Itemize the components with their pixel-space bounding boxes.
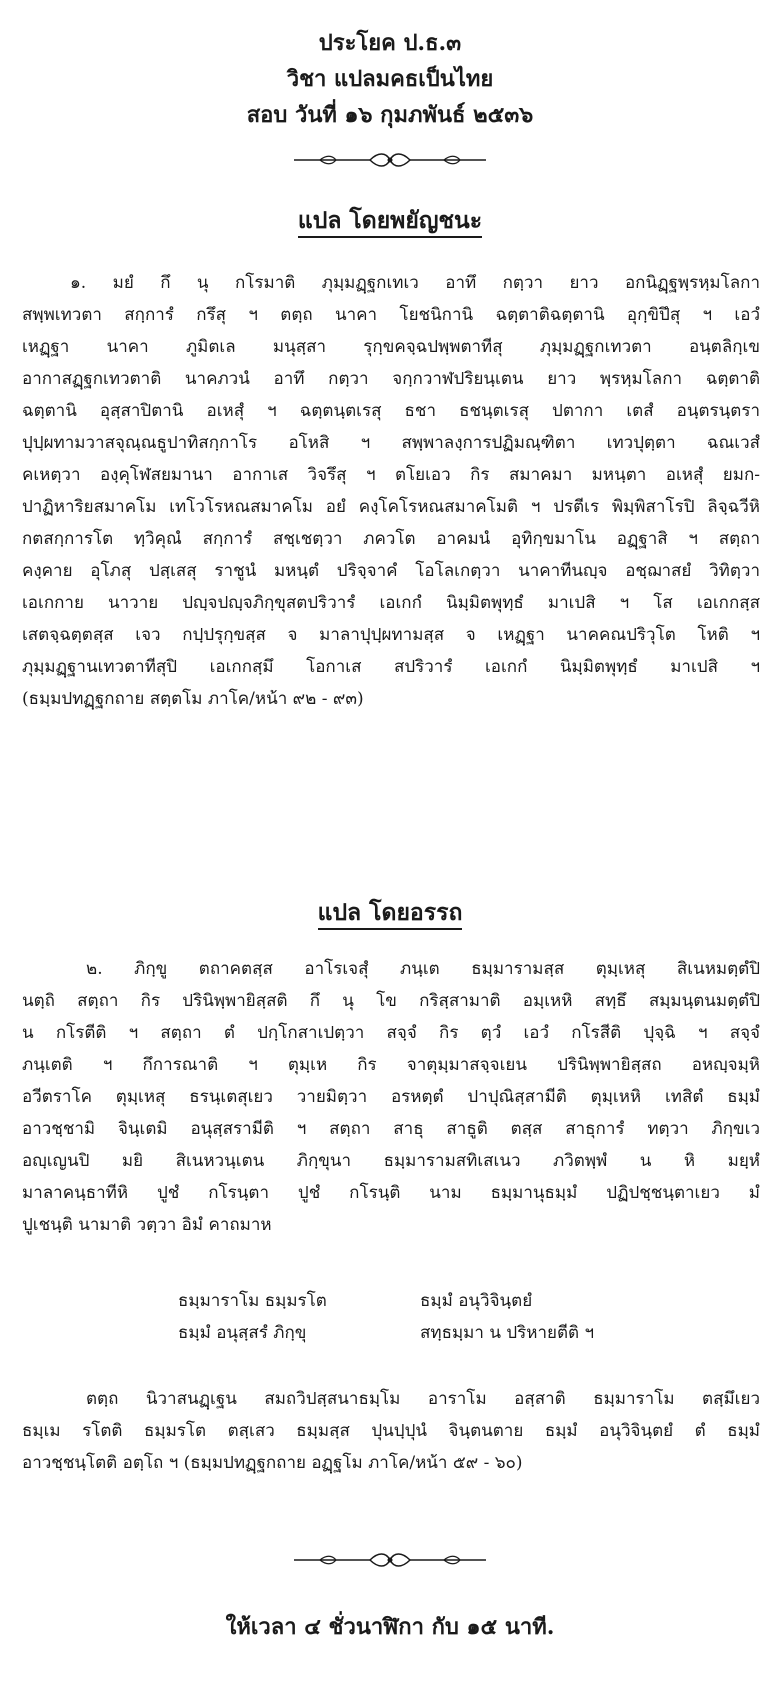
section2-line: ๒. ภิกฺขู ตถาคตสฺส อาโรเจสุํ ภนฺเต ธมฺมารามสฺส ตุมฺเหสุ สิเนหมตฺตํปิ [86,959,760,979]
verse-line: สทฺธมฺมา น ปริหายตีติ ฯ [420,1323,595,1343]
section1-title: แปล โดยพยัญชนะ [0,206,780,236]
section1-line: ปาฏิหาริยสมาคโม เทโวโรหณสมาคโม อยํ คงฺโคโรหณสมาคโมติ ฯ ปรตีเร พิมฺพิสาโรปิ ลิจฺฉวีหิ [22,497,760,517]
exam-date: สอบ วันที่ ๑๖ กุมภพันธ์ ๒๕๓๖ [246,102,534,128]
section2-line: นตฺถิ สตฺถา กิร ปรินิพฺพายิสฺสติ กึ นุ โข กริสฺสามาติ อมฺเหหิ สทฺธึ สมฺมนฺตนมตฺตํปิ [22,991,760,1011]
section1-line: ๑. มยํ กึ นุ กโรมาติ ภุมฺมฏฺฐกเทเว อาทึ กตฺวา ยาว อกนิฏฺฐพฺรหฺมโลกา [70,273,760,293]
section1-line: เอเกกาย นาวาย ปญฺจปญฺจภิกฺขุสตปริวารํ เอเกกํ นิมฺมิตพุทฺธํ มาเปสิ ฯ โส เอเกกสฺส [22,593,760,613]
section2-line: ปูเชนฺติ นามาติ วตฺวา อิมํ คาถมาห [22,1215,272,1235]
section2-line: อาวชฺชามิ จินฺเตมิ อนุสฺสรามีติ ฯ สตฺถา สาธุ สาธูติ ตสฺส สาธุการํ ทตฺวา ภิกฺขเว [22,1119,760,1139]
section2-commentary-line: ธมฺเม รโตติ ธมฺมรโต ตสฺเสว ธมฺมสฺส ปุนปฺปุนํ จินฺตนตาย ธมฺมํ อนุวิจินฺตยํ ตํ ธมฺมํ [22,1421,760,1441]
verse-line: ธมฺมํ อนุสฺสรํ ภิกฺขุ [178,1323,307,1343]
section2-line: น กโรตีติ ฯ สตฺถา ตํ ปกฺโกสาเปตฺวา สจฺจํ กิร ตฺวํ เอวํ กโรสีติ ปุจฺฉิ ฯ สจฺจํ [22,1023,760,1043]
time-allowed: ให้เวลา ๔ ชั่วนาฬิกา กับ ๑๕ นาที. [225,1614,555,1640]
section1-citation: (ธมฺมปทฏฺฐกถาย สตฺตโม ภาโค/หน้า ๙๒ - ๙๓) [22,689,364,709]
exam-subject: วิชา แปลมคธเป็นไทย [286,66,494,92]
section1-line: เหฏฺฐา นาคา ภูมิตเล มนุสฺสา รุกฺขคจฺฉปพฺพตาทีสุ ภุมฺมฏฺฐกเทวตา อนฺตลิกฺเข [22,337,760,357]
section2-line: มาลาคนฺธาทีหิ ปูชํ กโรนฺตา ปูชํ กโรนฺติ นาม ธมฺมานุธมฺมํ ปฏิปชฺชนฺตาเยว มํ [22,1183,760,1203]
section1-line: ฉตฺตานิ อุสฺสาปิตานิ อเหสุํ ฯ ฉตฺตนฺตเรสุ ธชา ธชนฺตเรสุ ปตากา เตสํ อนฺตรนฺตรา [22,401,760,421]
section1-line: อากาสฏฺฐกเทวตาติ นาคภวนํ อาทึ กตฺวา จกฺกวาฬปริยนฺเตน ยาว พฺรหฺมโลกา ฉตฺตาติ [22,369,760,389]
verse-line: ธมฺมาราโม ธมฺมรโต [178,1291,327,1311]
ornament-divider-top [290,148,490,172]
section1-line: กตสกฺการโต ทฺวิคุณํ สกฺการํ สชฺเชตฺวา ภควโต อาคมนํ อุทิกฺขมาโน อฏฺฐาสิ ฯ สตฺถา [22,529,760,549]
section1-line: คงฺคาย อุโภสุ ปสฺเสสุ ราชูนํ มหนฺตํ ปริจฺจาคํ โอโลเกตฺวา นาคาทีนญฺจ อชฺฌาสยํ วิทิตฺวา [22,561,760,581]
exam-level: ประโยค ป.ธ.๓ [318,30,462,56]
ornament-divider-bottom [290,1548,490,1572]
section2-title: แปล โดยอรรถ [0,898,780,928]
section1-line: เสตจฺฉตฺตสฺส เจว กปฺปรุกฺขสฺส จ มาลาปุปฺผทามสฺส จ เหฏฺฐา นาคคณปริวุโต โหติ ฯ [22,625,760,645]
section1-line: ภุมฺมฏฺฐานเทวตาทีสุปิ เอเกกสฺมึ โอกาเส สปริวารํ เอเกกํ นิมฺมิตพุทฺธํ มาเปสิ ฯ [22,657,760,677]
section1-line: คเหตฺวา องฺคุโฬสยมานา อากาเส วิจรึสุ ฯ ตโยเอว กิร สมาคมา มหนฺตา อเหสุํ ยมก- [22,465,760,485]
section2-line: อวีตราโค ตุมฺเหสุ ธรนฺเตสุเยว วายมิตฺวา อรหตฺตํ ปาปุณิสฺสามีติ ตุมฺเหหิ เทสิตํ ธมฺมํ [22,1087,760,1107]
verse-line: ธมฺมํ อนุวิจินฺตยํ [420,1291,533,1311]
section1-line: ปุปฺผทามวาสจุณฺณธูปาทิสกฺกาโร อโหสิ ฯ สพฺพาลงฺการปฏิมณฺฑิตา เทวปุตฺตา ฉณเวสํ [22,433,760,453]
section2-commentary-line: ตตฺถ นิวาสนฏฺเฐน สมถวิปสฺสนาธมฺโม อาราโม อสฺสาติ ธมฺมาราโม ตสฺมึเยว [86,1389,760,1409]
section2-line: ภนฺเตติ ฯ กึการณาติ ฯ ตุมฺเห กิร จาตุมฺมาสจฺจเยน ปรินิพฺพายิสฺสถ อหญฺจมฺหิ [22,1055,760,1075]
section1-line: สพฺพเทวตา สกฺการํ กรึสุ ฯ ตตฺถ นาคา โยชนิกานิ ฉตฺตาติฉตฺตานิ อุกฺขิปึสุ ฯ เอวํ [22,305,760,325]
section2-citation: อาวชฺชนฺโตติ อตฺโถ ฯ (ธมฺมปทฏฺฐกถาย อฏฺฐโม ภาโค/หน้า ๕๙ - ๖๐) [22,1453,523,1473]
section2-line: อญฺเญนปิ มยิ สิเนหวนฺเตน ภิกฺขุนา ธมฺมารามสทิเสเนว ภวิตพฺพํ น หิ มยฺหํ [22,1151,760,1171]
